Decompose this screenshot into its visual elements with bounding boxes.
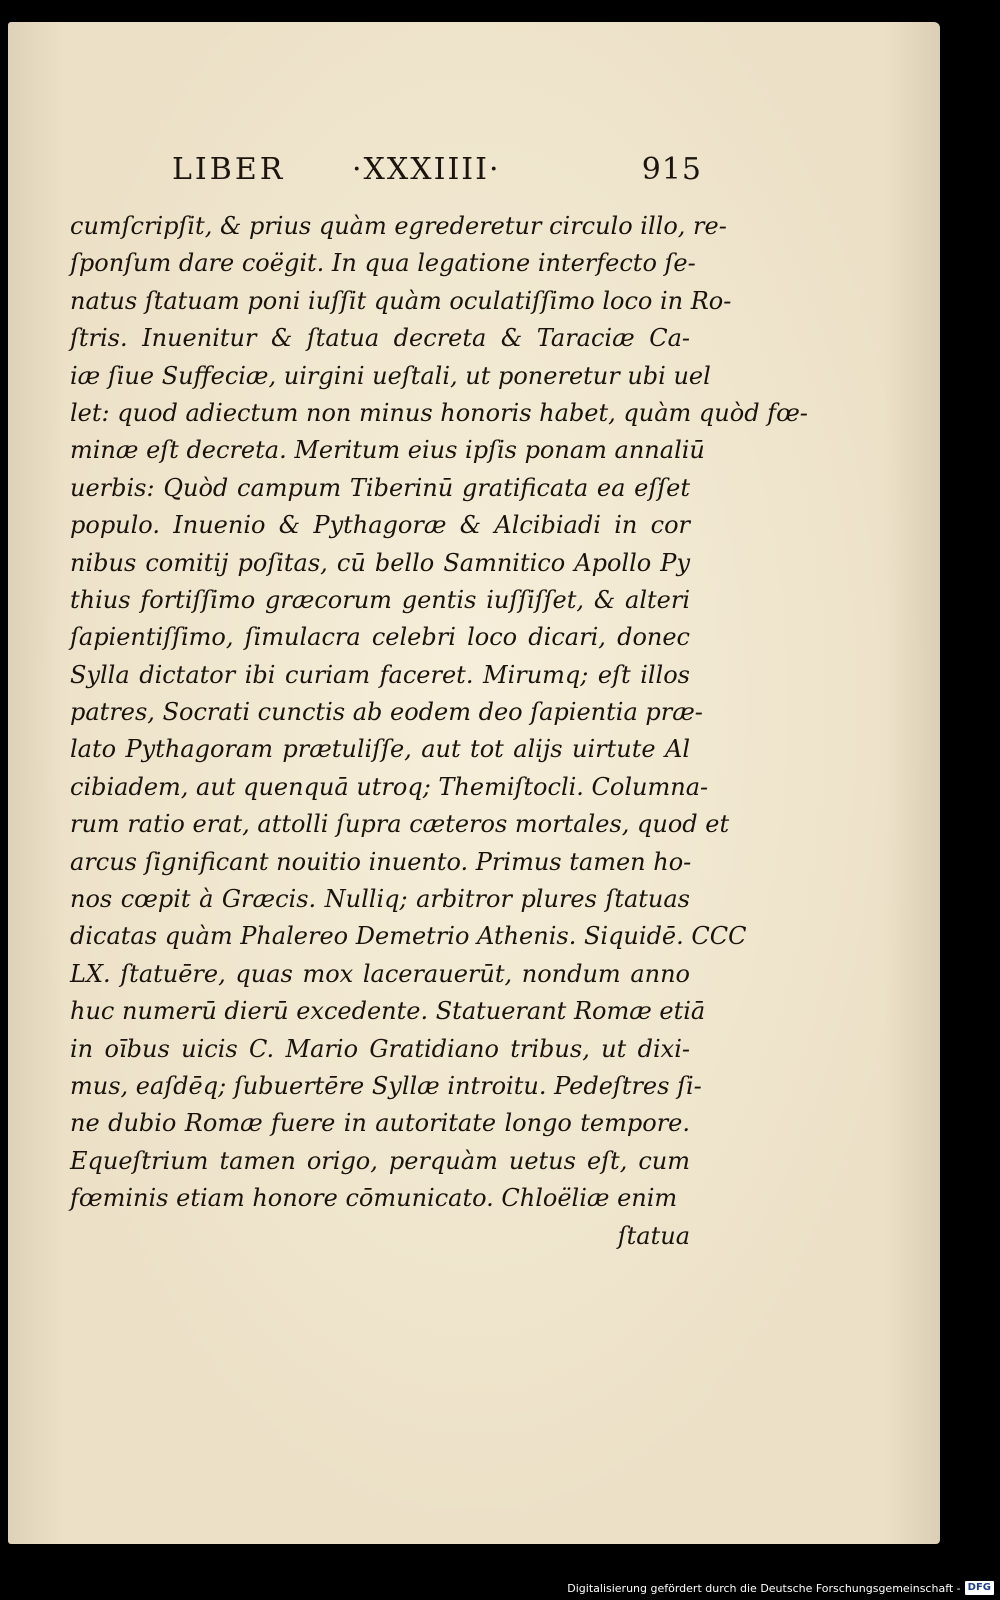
text-line: iæ ſiue Suffeciæ, uirgini ueſtali, ut poneretur ubi uel — [70, 361, 711, 390]
text-line: lato Pythagoram prætuliſſe, aut tot alijs uirtute Al — [70, 735, 690, 764]
text-line: Equeſtrium tamen origo, perquàm uetus eſt, cum — [70, 1146, 690, 1175]
text-line: arcus ſignificant nouitio inuento. Primus tamen ho- — [70, 847, 692, 876]
text-line: cumſcripſit, & prius quàm egrederetur circulo illo, re- — [70, 212, 727, 240]
text-line: cibiadem, aut quenquā utroq; Themiſtocli. Columna- — [70, 772, 709, 801]
text-line: thius fortiſſimo græcorum gentis iuſſiſſet, & alteri — [70, 585, 690, 614]
text-line: uerbis: Quòd campum Tiberinū gratificata ea eſſet — [70, 473, 690, 502]
running-head — [172, 152, 702, 196]
text-line: rum ratio erat, attolli ſupra cæteros mortales, quod et — [70, 810, 730, 839]
text-line: Sylla dictator ibi curiam faceret. Mirumq; eſt illos — [70, 660, 690, 689]
book-page — [8, 22, 940, 1544]
body-text — [70, 208, 808, 1255]
text-line: mus, eaſdēq; ſubuertēre Syllæ introitu. Pedeſtres ſi- — [70, 1071, 702, 1100]
text-line: nos cœpit à Græcis. Nulliq; arbitror plures ſtatuas — [70, 885, 690, 914]
text-line: nibus comitij poſitas, cū bello Samnitico Apollo Py — [70, 548, 690, 577]
text-line: ſtris. Inuenitur & ſtatua decreta & Taraciæ Ca- — [70, 324, 690, 353]
text-line: LX. ſtatuēre, quas mox lacerauerūt, nondum anno — [70, 959, 690, 988]
text-line: dicatas quàm Phalereo Demetrio Athenis. Siquidē. CCC — [70, 922, 747, 951]
text-line: in oībus uicis C. Mario Gratidiano tribus, ut dixi- — [70, 1034, 690, 1063]
folio-number: 915 — [641, 152, 702, 187]
text-line: let: quod adiectum non minus honoris habet, quàm quòd fœ- — [70, 398, 808, 427]
text-line: patres, Socrati cunctis ab eodem deo ſapientia præ- — [70, 698, 703, 727]
running-head-book-number: ·XXXIIII· — [352, 152, 501, 187]
text-line: fœminis etiam honore cōmunicato. Chloëliæ enim — [70, 1184, 678, 1213]
dfg-logo: DFG — [965, 1581, 994, 1595]
credit-text: Digitalisierung gefördert durch die Deutsche Forschungsgemeinschaft - — [567, 1581, 961, 1595]
text-line: populo. Inuenio & Pythagoræ & Alcibiadi in cor — [70, 511, 690, 540]
text-line: minæ eſt decreta. Meritum eius ipſis ponam annaliū — [70, 436, 705, 465]
text-line: natus ſtatuam poni iuſſit quàm oculatiſſimo loco in Ro- — [70, 286, 732, 315]
running-head-liber: LIBER — [172, 152, 286, 187]
text-line: huc numerū dierū excedente. Statuerant Romæ etiā — [70, 997, 706, 1026]
text-line: ne dubio Romæ fuere in autoritate longo tempore. — [70, 1109, 690, 1138]
digitization-credit — [567, 1580, 994, 1596]
catchword: ſtatua — [617, 1221, 690, 1250]
text-line: ſapientiſſimo, ſimulacra celebri loco dicari, donec — [70, 623, 690, 652]
text-line: ſponſum dare coëgit. In qua legatione interfecto ſe- — [70, 249, 696, 278]
